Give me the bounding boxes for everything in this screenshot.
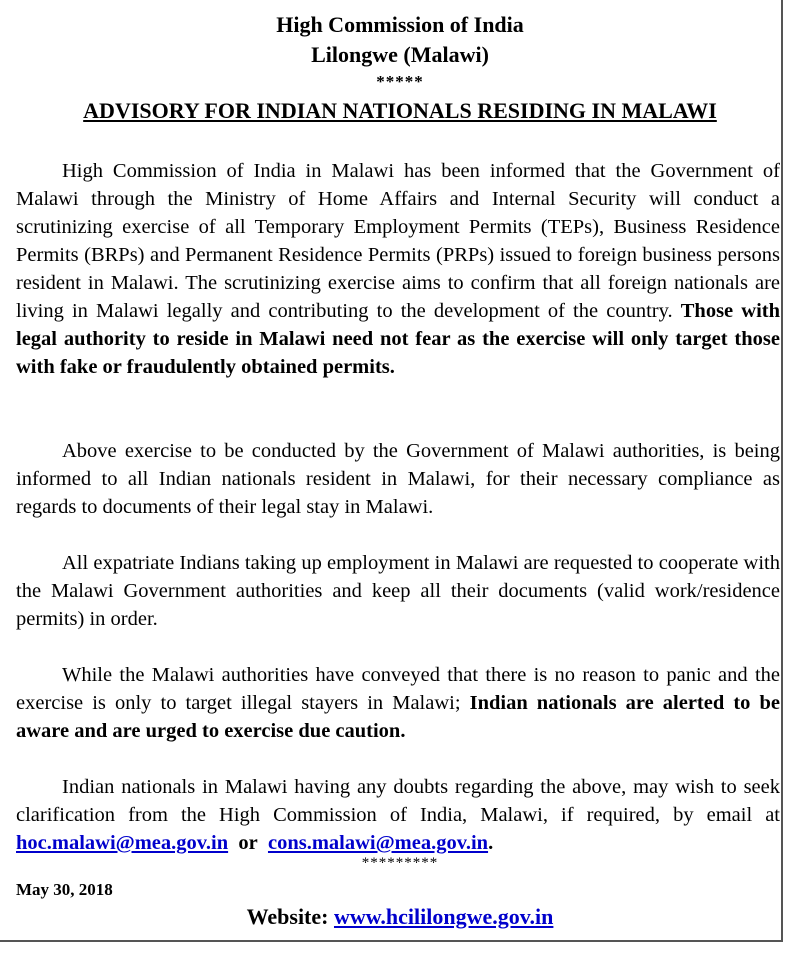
- email-separator: or: [238, 832, 258, 854]
- paragraph-text: Above exercise to be conducted by the Government of Malawi authorities, is being informed to all Indian nationals resident in Malawi, for their necessary compliance as regards to documents of their legal stay in Malawi.: [16, 440, 780, 518]
- paragraph-emphasis: Indian nationals are alerted to be aware and are urged to exercise due caution.: [16, 692, 780, 742]
- footer-separator: *********: [361, 855, 439, 871]
- header-separator: *****: [376, 72, 424, 91]
- advisory-title: ADVISORY FOR INDIAN NATIONALS RESIDING IN MALAWI: [83, 98, 717, 123]
- website-line: [0, 904, 800, 930]
- document-date: May 30, 2018: [16, 880, 113, 899]
- page-border-bottom: [0, 940, 783, 942]
- paragraph-contact: [16, 773, 780, 857]
- paragraph-caution: [16, 661, 780, 745]
- paragraph-text: High Commission of India in Malawi has been informed that the Government of Malawi through the Ministry of Home Affairs and Internal Security will conduct a scrutinizing exercise of all Temporary Employment Permits (TEPs), Business Residence Permits (BRPs) and Permanent Residence Permits (PRPs) issued to foreign business persons resident in Malawi. The scrutinizing exercise aims to confirm that all foreign nationals are living in Malawi legally and contributing to the development of the country.: [16, 160, 780, 322]
- paragraph-scrutiny-exercise: [16, 157, 780, 381]
- email-link-hoc[interactable]: hoc.malawi@mea.gov.in: [16, 832, 229, 854]
- email-link-cons[interactable]: cons.malawi@mea.gov.in: [267, 832, 489, 854]
- paragraph-compliance: [16, 437, 780, 521]
- paragraph-cooperation: [16, 549, 780, 633]
- paragraph-text: All expatriate Indians taking up employment in Malawi are requested to cooperate with the Malawi Government authorities and keep all their documents (valid work/residence permits) in order.: [16, 552, 780, 630]
- paragraph-end: .: [488, 832, 494, 854]
- website-label: Website:: [246, 904, 329, 929]
- website-link[interactable]: www.hcililongwe.gov.in: [333, 904, 554, 929]
- header-organization: High Commission of India: [276, 12, 524, 37]
- paragraph-emphasis: Those with legal authority to reside in Malawi need not fear as the exercise will only target those with fake or fraudulently obtained permits.: [16, 300, 780, 378]
- paragraph-text: Indian nationals in Malawi having any doubts regarding the above, may wish to seek clarification from the High Commission of India, Malawi, if required, by email at: [16, 776, 780, 826]
- paragraph-text: While the Malawi authorities have conveyed that there is no reason to panic and the exercise is only to target illegal stayers in Malawi;: [16, 664, 780, 714]
- page-border-right: [781, 0, 783, 942]
- header-location: Lilongwe (Malawi): [311, 42, 489, 67]
